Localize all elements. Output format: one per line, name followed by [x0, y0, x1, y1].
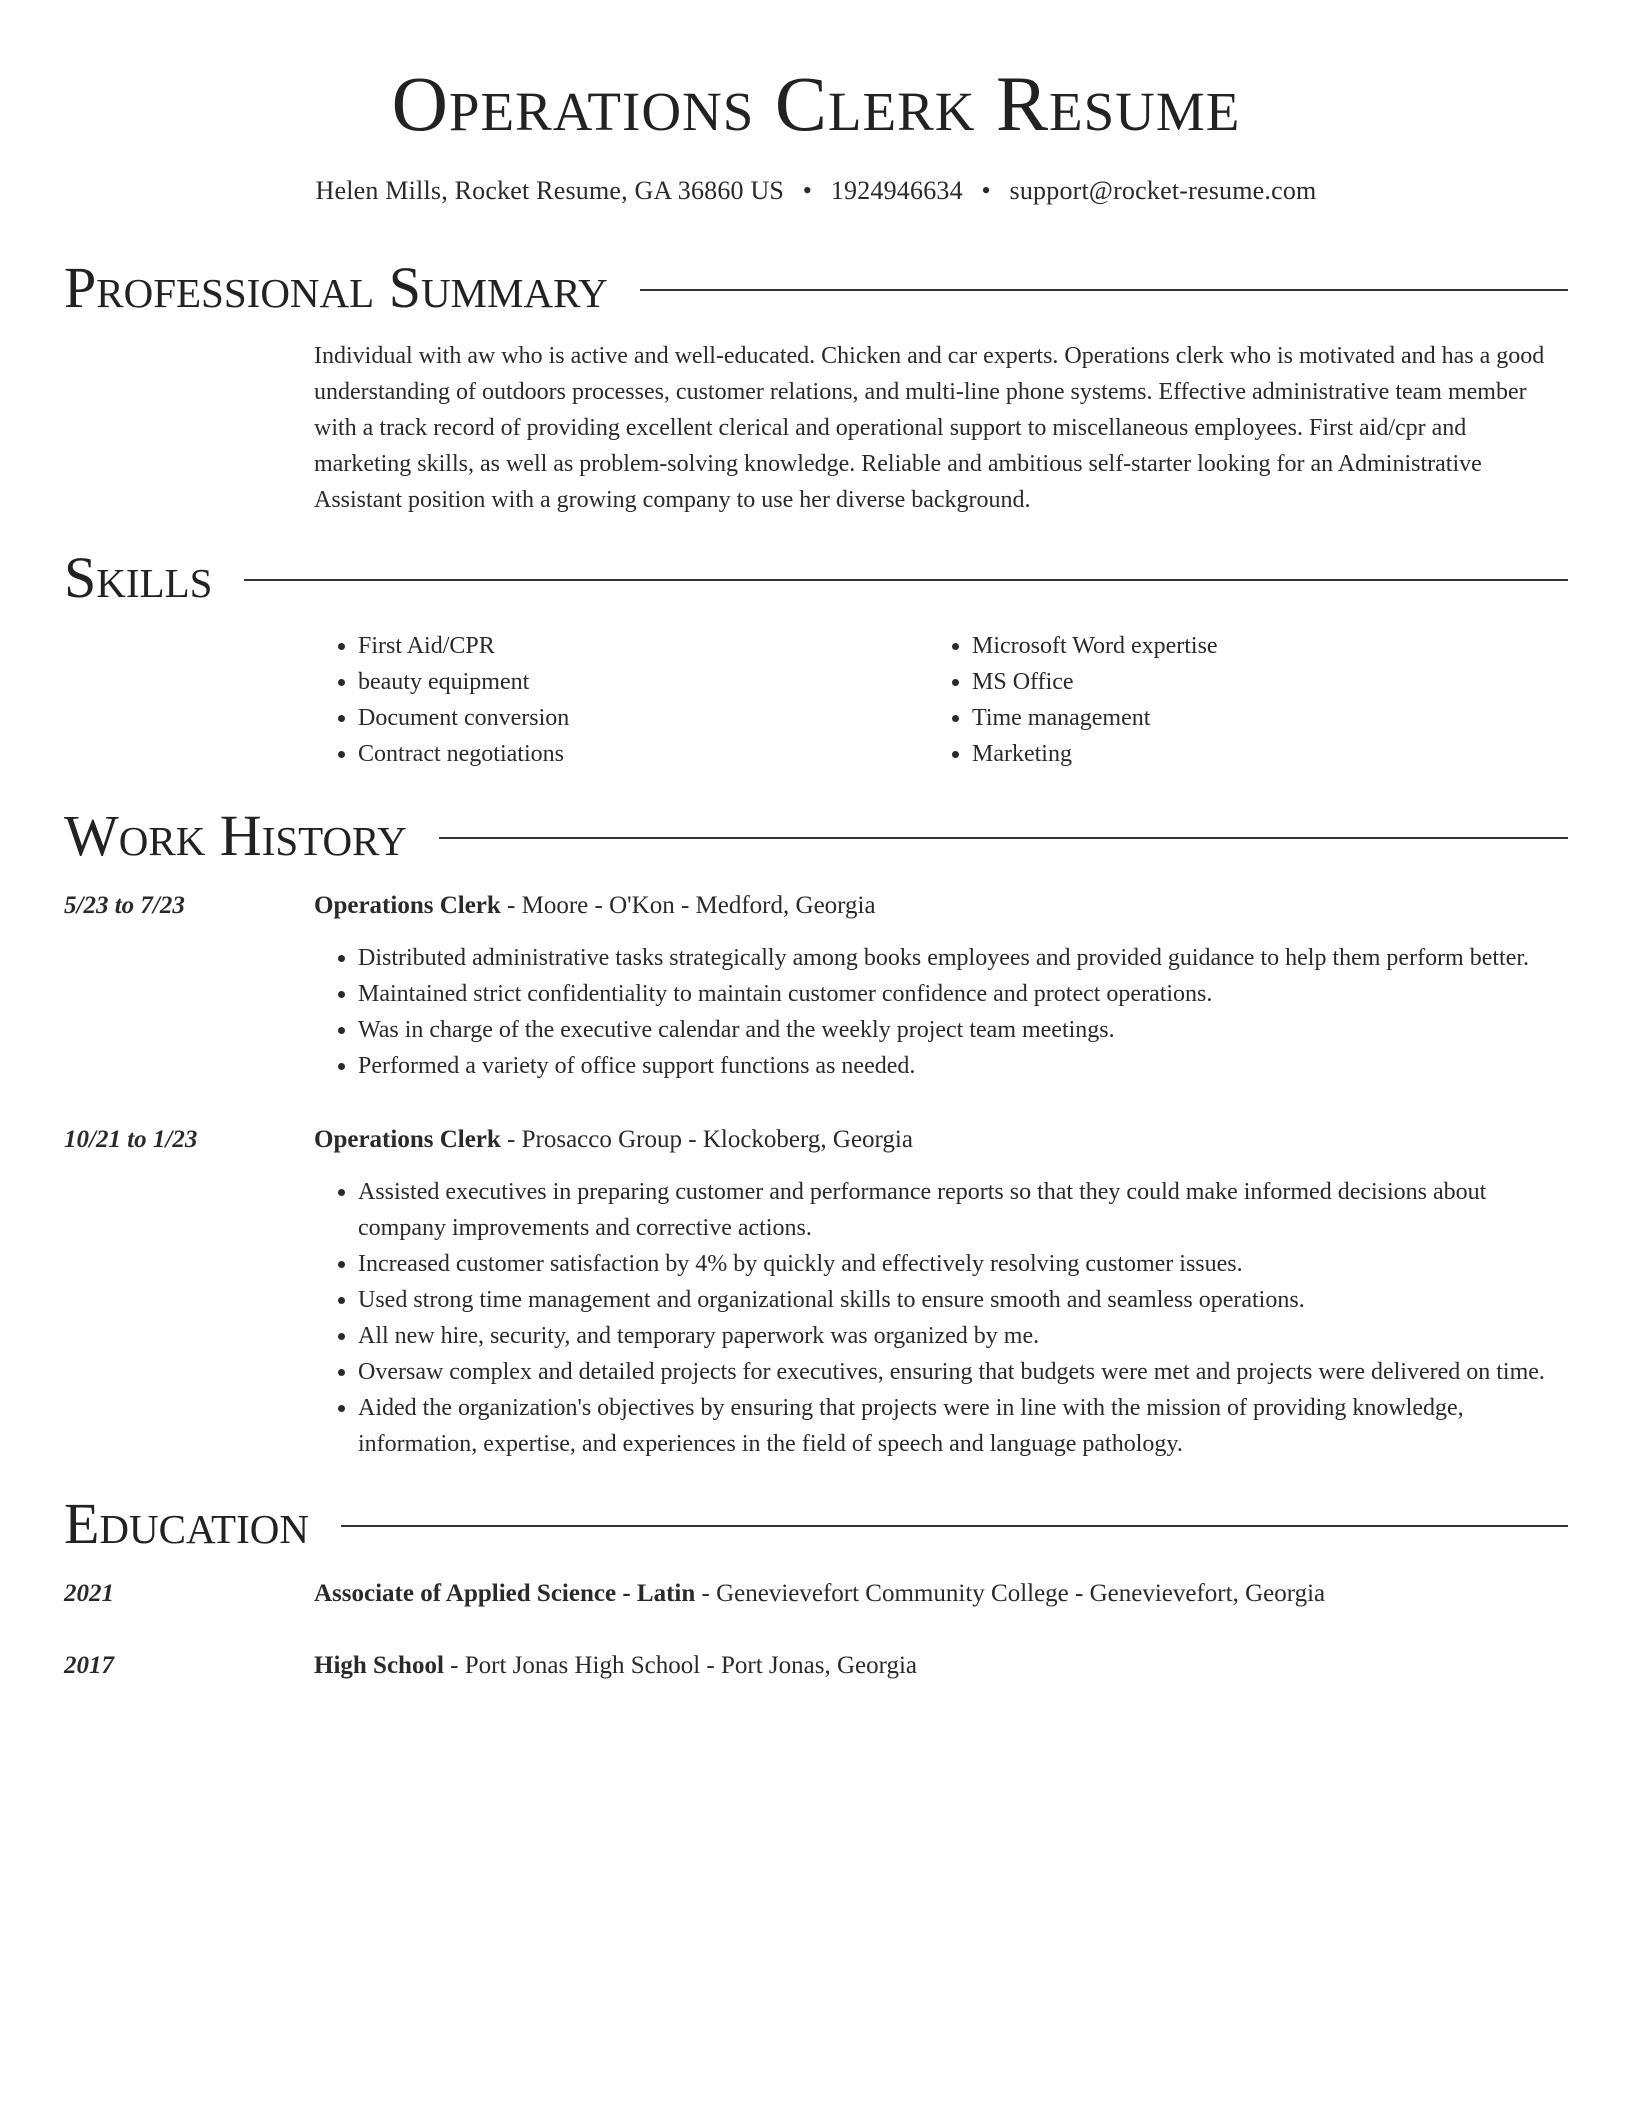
work-entry	[64, 1122, 1568, 1462]
school-location: - Port Jonas High School - Port Jonas, Georgia	[443, 1652, 918, 1679]
contact-line	[64, 174, 1568, 208]
work-entry-content	[314, 888, 1568, 1084]
contact-separator: •	[981, 176, 991, 205]
work-bullet: • Assisted executives in preparing customer and performance reports so that they could make informed decisions about company improvements and corrective actions.	[358, 1174, 1568, 1246]
degree-name: High School	[314, 1652, 444, 1679]
work-bullet: • Distributed administrative tasks strategically among books employees and provided guidance to help them perform better.	[358, 940, 1568, 976]
job-title: Operations Clerk	[314, 1126, 501, 1153]
work-bullet: • Was in charge of the executive calendar and the weekly project team meetings.	[358, 1012, 1568, 1048]
job-employer-location: - Prosacco Group - Klockoberg, Georgia	[500, 1126, 913, 1153]
contact-separator: •	[802, 176, 813, 205]
work-bullet: • Used strong time management and organizational skills to ensure smooth and seamless operations.	[358, 1282, 1568, 1318]
section-divider	[341, 1525, 1568, 1527]
skill-item: • Marketing	[972, 736, 1542, 772]
school-location: - Genevievefort Community College - Genevievefort, Georgia	[695, 1580, 1326, 1607]
skill-item: • Time management	[972, 700, 1542, 736]
education-heading-line	[314, 1576, 1568, 1612]
skill-item: • Document conversion	[358, 700, 928, 736]
work-bullet: • Oversaw complex and detailed projects for executives, ensuring that budgets were met and projects were delivered on time.	[358, 1354, 1568, 1390]
work-bullet: • All new hire, security, and temporary paperwork was organized by me.	[358, 1318, 1568, 1354]
work-section-header	[64, 802, 1568, 870]
work-entry	[64, 888, 1568, 1084]
skill-item: • beauty equipment	[358, 664, 928, 700]
education-heading-line	[314, 1648, 1568, 1684]
skill-item: • First Aid/CPR	[358, 628, 928, 664]
education-entry-content	[314, 1648, 1568, 1684]
summary-section-header	[64, 254, 1568, 322]
work-bullet: • Aided the organization's objectives by ensuring that projects were in line with the mission of providing knowledge, information, expertise, and experiences in the field of speech and language pathology.	[358, 1390, 1568, 1462]
skill-item: • MS Office	[972, 664, 1542, 700]
skill-item: • Microsoft Word expertise	[972, 628, 1542, 664]
work-heading: Work History	[64, 803, 407, 868]
skills-section-header	[64, 544, 1568, 612]
contact-phone: 1924946634	[830, 176, 963, 205]
work-dates: 10/21 to 1/23	[64, 1126, 198, 1153]
skill-item: • Contract negotiations	[358, 736, 928, 772]
education-year: 2017	[64, 1652, 114, 1679]
contact-email: support@rocket-resume.com	[1009, 176, 1317, 205]
education-heading: Education	[64, 1491, 309, 1556]
work-heading-line	[314, 888, 1568, 924]
work-bullets	[314, 940, 1568, 1084]
section-divider	[439, 837, 1568, 839]
education-entry	[64, 1576, 1568, 1612]
section-divider	[640, 289, 1568, 291]
work-bullet: • Performed a variety of office support functions as needed.	[358, 1048, 1568, 1084]
work-entry-content	[314, 1122, 1568, 1462]
skills-column-right	[928, 628, 1542, 772]
work-bullet: • Increased customer satisfaction by 4% by quickly and effectively resolving customer issues.	[358, 1246, 1568, 1282]
summary-text: Individual with aw who is active and well-educated. Chicken and car experts. Operations clerk who is motivated and has a good understanding of outdoors processes, customer relations, and multi-line phone systems. Effective administrative team member with a track record of providing excellent clerical and operational support to miscellaneous employees. First aid/cpr and marketing skills, as well as problem-solving knowledge. Reliable and ambitious self-starter looking for an Administrative Assistant position with a growing company to use her diverse background.	[314, 343, 1545, 513]
job-title: Operations Clerk	[314, 892, 501, 919]
summary-heading: Professional Summary	[64, 255, 608, 320]
education-section-header	[64, 1490, 1568, 1558]
skills-heading: Skills	[64, 545, 213, 610]
work-bullet: • Maintained strict confidentiality to maintain customer confidence and protect operations.	[358, 976, 1568, 1012]
skills-list	[314, 628, 1568, 772]
section-divider	[244, 579, 1568, 581]
job-employer-location: - Moore - O'Kon - Medford, Georgia	[500, 892, 876, 919]
education-entry-content	[314, 1576, 1568, 1612]
skills-column-left	[314, 628, 928, 772]
work-dates: 5/23 to 7/23	[64, 892, 185, 919]
page-title: Operations Clerk Resume	[391, 60, 1241, 147]
contact-address: Helen Mills, Rocket Resume, GA 36860 US	[315, 176, 785, 205]
degree-name: Associate of Applied Science - Latin	[314, 1580, 696, 1607]
education-entry	[64, 1648, 1568, 1684]
work-bullets	[314, 1174, 1568, 1462]
education-year: 2021	[64, 1580, 114, 1607]
work-heading-line	[314, 1122, 1568, 1158]
